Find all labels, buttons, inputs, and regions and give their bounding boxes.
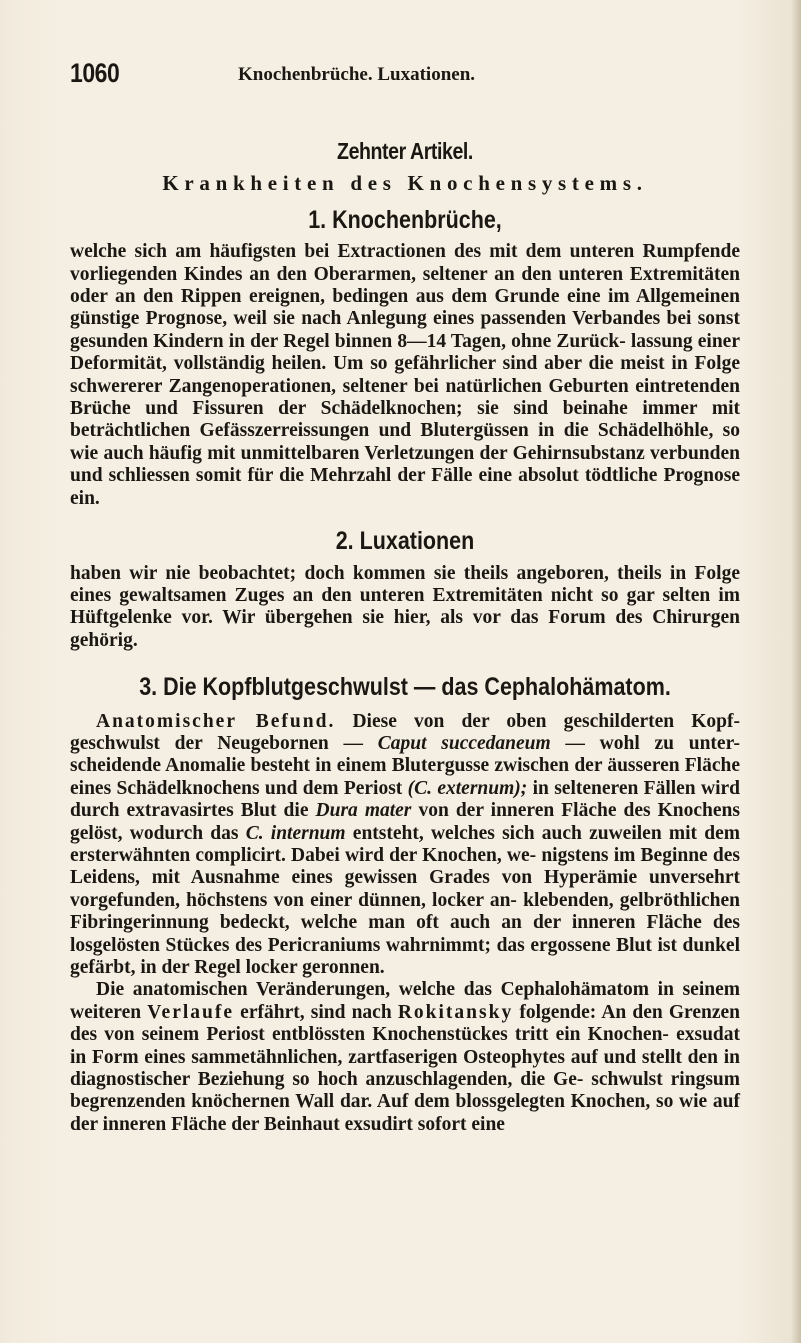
text-segment: von der inneren Fläche des Knochens gelöst, wodurch das	[70, 800, 740, 844]
paragraph-course	[70, 979, 740, 1136]
text-segment: Diese von der oben geschilderten Kopf- geschwulst der Neugebornen —	[70, 710, 740, 754]
text-segment: entsteht, welches sich auch zuweilen mit dem ersterwähnten complicirt. Dabei wird der Knochen, we- nigstens im Beginne des Leidens, mit Ausnahme eines gewissen Grades von Hyperämie unversehrt vorgefunden, höchstens von einer dünnen, locker an- klebenden, gelbröthlichen Fibringerinnung bedeckt, welche man oft auch an der inneren Fläche des losgelösten Stückes des Pericraniums wahrnimmt; das ergossene Blut ist dunkel gefärbt, in der Regel locker geronnen.	[70, 822, 740, 978]
page-edge	[791, 0, 801, 1343]
running-title: Knochenbrüche. Luxationen.	[238, 64, 476, 85]
section-heading-fractures: 1. Knochenbrüche,	[308, 205, 502, 234]
section-heading-luxations: 2. Luxationen	[335, 527, 475, 556]
page-body	[70, 140, 740, 1136]
text-segment: Die anatomischen Veränderungen, welche das Cephalohämatom in seinem weiteren	[70, 979, 740, 1023]
italic-c-externum: (C. externum);	[407, 777, 528, 799]
italic-caput: Caput succedaneum	[377, 732, 551, 754]
text-segment: folgende: An den Grenzen des von seinem Periost entblössten Knochenstückes tritt ein Knochen- exsudat in Form eines sammetähnlichen, zartfaserigen Osteophytes auf und stellt den in diagnostischer Beziehung so hoch anzuschlagenden, die Ge- schwulst ringsum begrenzenden knöchernen Wall dar. Auf dem blossgelegten Knochen, so wie auf der inneren Fläche der Beinhaut exsudirt sofort eine	[70, 1001, 741, 1135]
text-segment: erfährt, sind nach	[234, 1001, 398, 1023]
article-subtitle: Krankheiten des Knochensystems.	[162, 171, 648, 196]
paragraph-luxations: haben wir nie beobachtet; doch kommen sie theils angeboren, theils in Folge eines gewaltsamen Zuges an den unteren Extremitäten nicht so gar selten im Hüftgelenke vor. Wir übergehen sie hier, als vor das Forum des Chirurgen gehörig.	[70, 562, 740, 651]
section-heading-cephalohematoma: 3. Die Kopfblutgeschwulst — das Cephalohämatom.	[139, 673, 671, 702]
italic-c-internum: C. internum	[245, 822, 346, 844]
spaced-rokitansky: Rokitansky	[397, 1001, 514, 1023]
italic-dura-mater: Dura mater	[315, 800, 412, 822]
article-title: Zehnter Artikel.	[337, 138, 473, 164]
lead-anatomical-findings: Anatomischer Befund.	[96, 710, 336, 732]
page-number: 1060	[70, 58, 120, 88]
text-segment: in selteneren Fällen wird durch extravasirtes Blut die	[70, 777, 740, 822]
text-segment: — wohl zu unter- scheidende Anomalie besteht in einem Blutergusse zwischen der äusseren Fläche eines Schädelknochens und dem Periost	[70, 732, 740, 799]
running-head	[70, 58, 740, 98]
spaced-verlaufe: Verlaufe	[147, 1001, 235, 1023]
paragraph-anatomical-findings	[70, 711, 740, 980]
paragraph-fractures: welche sich am häufigsten bei Extractionen des mit dem unteren Rumpfende vorliegenden Kindes an den Oberarmen, seltener an den unteren Extremitäten oder an den Rippen ereignen, bedingen aus dem Grunde eine im Allgemeinen günstige Prognose, weil sie nach Anlegung eines passenden Verbandes bei sonst gesunden Kindern in der Regel binnen 8—14 Tagen, ohne Zurück- lassung einer Deformität, vollständig heilen. Um so gefährlicher sind aber die meist in Folge schwererer Zangenoperationen, seltener bei natürlichen Geburten eintretenden Brüche und Fissuren der Schädelknochen; sie sind beinahe immer mit beträchtlichen Gefässzerreissungen und Blutergüssen in die Schädelhöhle, so wie auch häufig mit unmittelbaren Verletzungen der Gehirnsubstanz verbunden und schliessen somit für die Mehrzahl der Fälle eine absolut tödtliche Prognose ein.	[70, 241, 740, 509]
